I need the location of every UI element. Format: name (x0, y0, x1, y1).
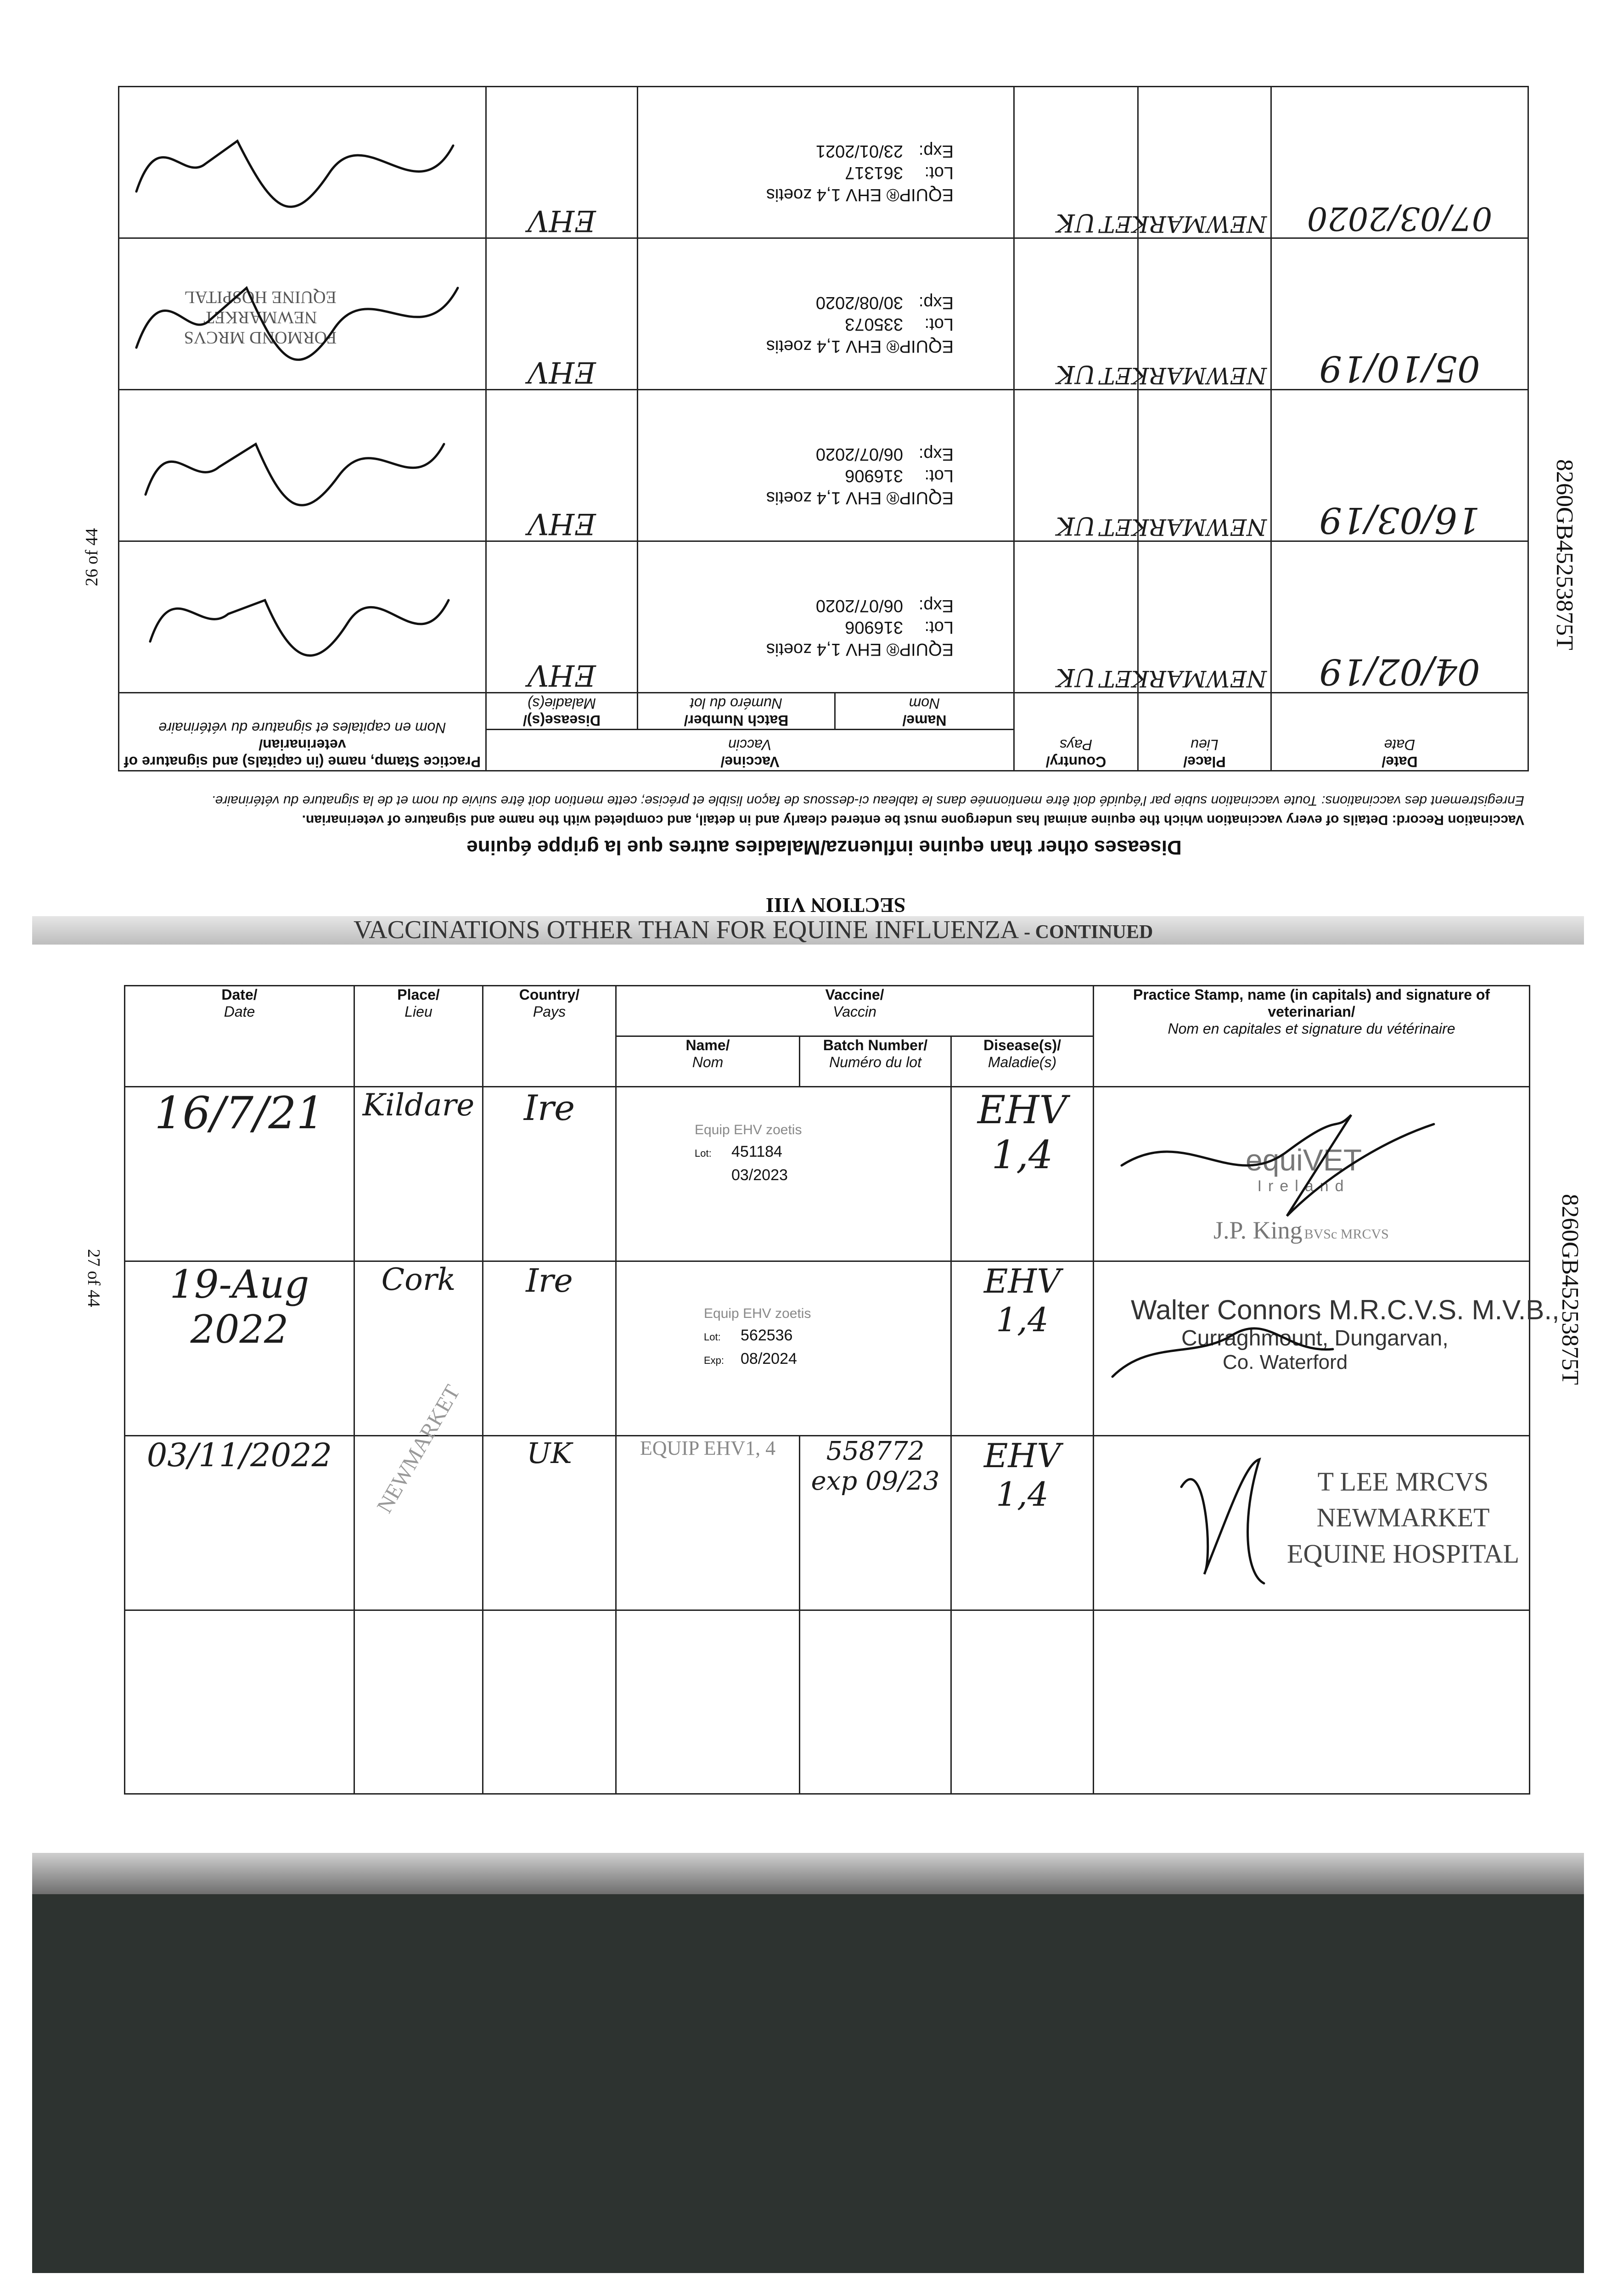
top-hdr-stamp: Practice Stamp, name (in capitals) and signature of veterinarian/ Nom en capitales et signature du vétérinaire (118, 693, 486, 771)
top-row (118, 541, 1528, 693)
top-vaccine-cell: EQUIP® EHV 1,4 zoetis Lot:316906 Exp:06/07/2020 (638, 541, 1014, 693)
top-signature-cell (118, 238, 486, 390)
top-hdr-vaccine: Vaccine/ Vaccin (486, 730, 1014, 771)
top-place-cell: NEWMARKET (1138, 238, 1271, 390)
section-title-suffix: - CONTINUED (1024, 922, 1153, 943)
signature-mark (1094, 1087, 1526, 1257)
date-cell: 03/11/2022 (125, 1436, 354, 1610)
top-signature-cell (118, 541, 486, 693)
top-vaccine-cell: EQUIP® EHV 1,4 zoetis Lot:361317 Exp:23/01/2021 (638, 87, 1014, 238)
top-date-cell: 07/03/2020 (1271, 87, 1528, 238)
country-cell: Ire (483, 1261, 616, 1436)
top-disease-cell: EHV (486, 541, 637, 693)
top-row (118, 238, 1528, 390)
hdr-country: Country/ Pays (483, 986, 616, 1087)
top-disease-cell: EHV (486, 390, 637, 541)
top-vaccine-cell: EQUIP® EHV 1,4 zoetis Lot:316906 Exp:06/07/2020 (638, 390, 1014, 541)
top-date-cell: 04/02/19 (1271, 541, 1528, 693)
hdr-disease: Disease(s)/ Maladie(s) (951, 1036, 1094, 1087)
top-lot: 316906 (845, 618, 903, 637)
top-vaccination-table (118, 86, 1529, 771)
top-hdr-date: Date/ Date (1271, 693, 1528, 771)
top-disease-cell: EHV (486, 87, 637, 238)
place-cell: Kildare (354, 1087, 483, 1261)
top-country-cell: UK (1014, 238, 1138, 390)
page-number-top: 26 of 44 (82, 528, 101, 586)
disease-cell: EHV 1,4 (951, 1087, 1094, 1261)
country-cell (483, 1610, 616, 1794)
top-section-header (119, 793, 1529, 859)
practice-stamp: T LEE MRCVS NEWMARKET EQUINE HOSPITAL (1287, 1467, 1520, 1569)
top-hdr-batch: Batch Number/ Numéro du lot (638, 693, 835, 730)
top-signature-cell (118, 390, 486, 541)
top-hdr-name: Name/ Nom (835, 693, 1014, 730)
top-place-cell: NEWMARKET (1138, 87, 1271, 238)
top-disease-cell: EHV (486, 238, 637, 390)
vaccine-exp: 03/2023 (731, 1166, 788, 1184)
top-instruction-fr: Enregistrement des vaccinations: Toute vaccination subie par l'équidé doit être mentionnée dans le tableau ci-dessous de façon lisible et précise; cette mention doit être suivie du nom et de la signature du vétérinaire. (211, 793, 1524, 808)
top-row (118, 87, 1528, 238)
section-banner (32, 894, 1584, 948)
hdr-vaccine: Vaccine/ Vaccin (616, 986, 1094, 1036)
hdr-batch: Batch Number/ Numéro du lot (800, 1036, 951, 1087)
hdr-place: Place/ Lieu (354, 986, 483, 1087)
vaccine-name: Equip EHV zoetis (695, 1122, 802, 1137)
vaccine-lot: 451184 (731, 1143, 782, 1160)
registration-number-top: 8260GB45253875T (1551, 459, 1578, 650)
scan-dark-background (32, 1894, 1584, 2273)
signature-mark (123, 545, 485, 692)
hdr-name: Name/ Nom (616, 1036, 800, 1087)
stamp-cell (1094, 1610, 1530, 1794)
vaccination-row (125, 1436, 1530, 1610)
batch-cell (800, 1610, 951, 1794)
country-cell: Ire (483, 1087, 616, 1261)
vet-name: J.P. King BVSc MRCVS (1213, 1216, 1389, 1244)
disease-cell (951, 1610, 1094, 1794)
top-row (118, 390, 1528, 541)
date-cell: 19-Aug 2022 (125, 1261, 354, 1436)
top-instruction-en: Vaccination Record: Details of every vaccination which the equine animal has undergone must be entered clearly and in detail, and completed with the name and signature of veterinarian. (302, 812, 1524, 827)
top-country-cell: UK (1014, 390, 1138, 541)
vaccination-row (125, 1261, 1530, 1436)
vaccine-name-cell (616, 1610, 800, 1794)
vaccination-row-empty (125, 1610, 1530, 1794)
top-page (119, 69, 1529, 859)
batch-cell: 558772 exp 09/23 (800, 1436, 951, 1610)
top-vaccine-name: EQUIP® EHV 1,4 zoetis (766, 640, 954, 659)
scan-edge-strip (32, 1853, 1584, 1894)
section-number: SECTION VIII (765, 894, 906, 917)
top-hdr-place: Place/ Lieu (1138, 693, 1271, 771)
signature-mark (123, 90, 485, 237)
vaccine-cell: Equip EHV zoetis Lot: 562536 Exp: 08/2024 (616, 1261, 951, 1436)
disease-cell: EHV 1,4 (951, 1261, 1094, 1436)
stamp-cell (1094, 1087, 1530, 1261)
top-signature-cell (118, 87, 486, 238)
signature-mark (1094, 1262, 1560, 1432)
registration-number-bottom: 8260GB45253875T (1557, 1194, 1583, 1385)
section-title-main: VACCINATIONS OTHER THAN FOR EQUINE INFLUENZA (354, 916, 1018, 944)
top-hdr-disease: Disease(s)/ Maladie(s) (486, 693, 637, 730)
vaccine-cell: Equip EHV zoetis Lot: 451184 03/2023 (616, 1087, 951, 1261)
disease-cell: EHV 1,4 (951, 1436, 1094, 1610)
hdr-date: Date/ Date (125, 986, 354, 1087)
date-cell (125, 1610, 354, 1794)
top-hdr-country: Country/ Pays (1014, 693, 1138, 771)
signature-mark (123, 394, 485, 540)
place-cell: NEWMARKET (354, 1436, 483, 1610)
place-cell: Cork (354, 1261, 483, 1436)
section-title (354, 915, 1153, 945)
stamp-cell (1094, 1436, 1530, 1610)
country-cell: UK (483, 1436, 616, 1610)
signature-mark (123, 242, 485, 389)
top-exp: 06/07/2020 (815, 596, 903, 615)
top-place-cell: NEWMARKET (1138, 390, 1271, 541)
place-cell (354, 1610, 483, 1794)
top-country-cell: UK (1014, 541, 1138, 693)
hdr-stamp: Practice Stamp, name (in capitals) and signature of veterinarian/ Nom en capitales et signature du vétérinaire (1094, 986, 1530, 1087)
practice-stamp: Walter Connors M.R.C.V.S. M.V.B., Curraghmount, Dungarvan, Co. Waterford (1131, 1294, 1560, 1373)
vaccine-name-cell: EQUIP EHV1, 4 (616, 1436, 800, 1610)
top-date-cell: 16/03/19 (1271, 390, 1528, 541)
date-cell: 16/7/21 (125, 1087, 354, 1261)
top-vaccine-cell: EQUIP® EHV 1,4 zoetis Lot:335073 Exp:30/08/2020 (638, 238, 1014, 390)
practice-stamp: equiVET Ireland (1246, 1143, 1362, 1195)
page-number-bottom: 27 of 44 (84, 1249, 103, 1307)
top-place-cell: NEWMARKET (1138, 541, 1271, 693)
top-stamp-text: FORMOND MRCVS NEWMARKET EQUINE HOSPITAL (184, 287, 337, 347)
bottom-vaccination-table (124, 985, 1560, 1795)
vaccination-row (125, 1087, 1530, 1261)
signature-mark (1094, 1436, 1526, 1606)
top-subtitle: Diseases other than equine influenza/Maladies autres que la grippe équine (466, 836, 1182, 859)
stamp-cell (1094, 1261, 1560, 1436)
top-date-cell: 05/10/19 (1271, 238, 1528, 390)
top-country-cell: UK (1014, 87, 1138, 238)
